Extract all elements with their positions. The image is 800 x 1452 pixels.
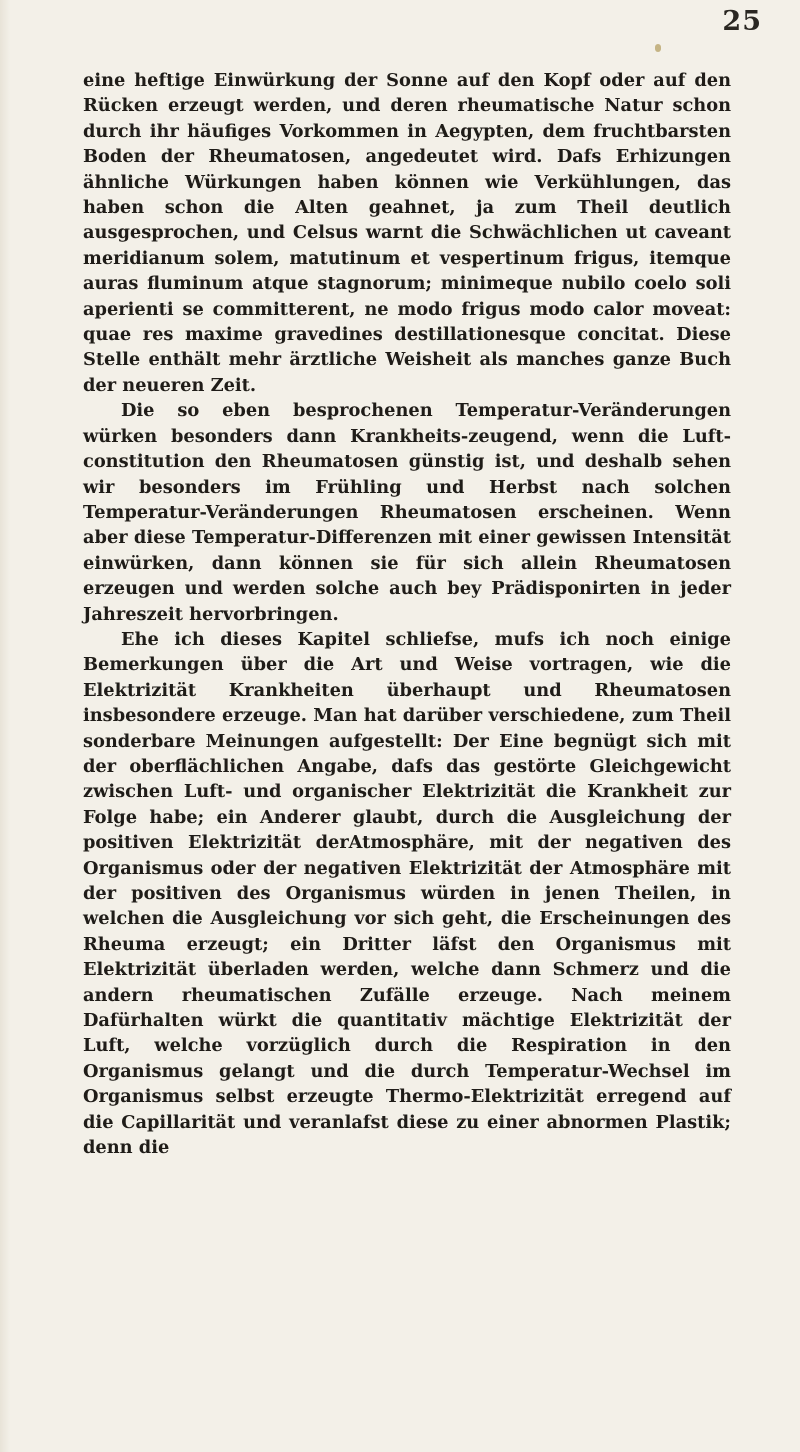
page-number: 25 bbox=[722, 6, 762, 37]
ink-speck bbox=[655, 44, 661, 52]
paragraph-3: Ehe ich dieses Kapitel schliefse, mufs ich noch einige Bemerkungen über die Art und Weise vortragen, wie die Elektrizität Krankheiten überhaupt und Rheumatosen insbesondere erzeuge. Man hat darüber verschiedene, zum Theil sonderbare Meinungen aufgestellt: Der Eine begnügt sich mit der oberflächlichen Angabe, dafs das gestörte Gleichgewicht zwischen Luft- und organischer Elektrizität die Krankheit zur Folge habe; ein Anderer glaubt, durch die Ausgleichung der positiven Elektrizität derAtmosphäre, mit der negativen des Organismus oder der negativen Elektrizität der Atmosphäre mit der positiven des Organismus würden in jenen Theilen, in welchen die Ausgleichung vor sich geht, die Erscheinungen des Rheuma erzeugt; ein Dritter läfst den Organismus mit Elektrizität überladen werden, welche dann Schmerz und die andern rheumatischen Zufälle erzeuge. Nach meinem Dafürhalten würkt die quantitativ mächtige Elektrizität der Luft, welche vorzüglich durch die Respiration in den Organismus gelangt und die durch Temperatur-Wechsel im Organismus selbst erzeugte Thermo-Elektrizität erregend auf die Capillarität und veranlafst diese zu einer abnormen Plastik; denn die bbox=[83, 628, 731, 1159]
paragraph-2: Die so eben besprochenen Temperatur-Veränderungen würken besonders dann Krankheits-zeugend, wenn die Luft-constitution den Rheumatosen günstig ist, und deshalb sehen wir besonders im Frühling und Herbst nach solchen Temperatur-Veränderungen Rheumatosen erscheinen. Wenn aber diese Temperatur-Differenzen mit einer gewissen Intensität einwürken, dann können sie für sich allein Rheumatosen erzeugen und werden solche auch bey Prädisponirten in jeder Jahreszeit hervorbringen. bbox=[83, 400, 731, 625]
page-left-edge bbox=[0, 0, 10, 1452]
paragraph-1: eine heftige Einwürkung der Sonne auf den Kopf oder auf den Rücken erzeugt werden, und deren rheumatische Natur schon durch ihr häufiges Vorkommen in Aegypten, dem fruchtbarsten Boden der Rheumatosen, angedeutet wird. Dafs Erhizungen ähnliche Würkungen haben können wie Verkühlungen, das haben schon die Alten geahnet, ja zum Theil deutlich ausgesprochen, und Celsus warnt die Schwächlichen ut caveant meridianum solem, matutinum et vespertinum frigus, itemque auras fluminum atque stagnorum; minimeque nubilo coelo soli aperienti se committerent, ne modo frigus modo calor moveat: quae res maxime gravedines destillationesque concitat. Diese Stelle enthält mehr ärztliche Weisheit als manches ganze Buch der neueren Zeit. bbox=[83, 70, 731, 396]
body-text bbox=[83, 68, 731, 1160]
